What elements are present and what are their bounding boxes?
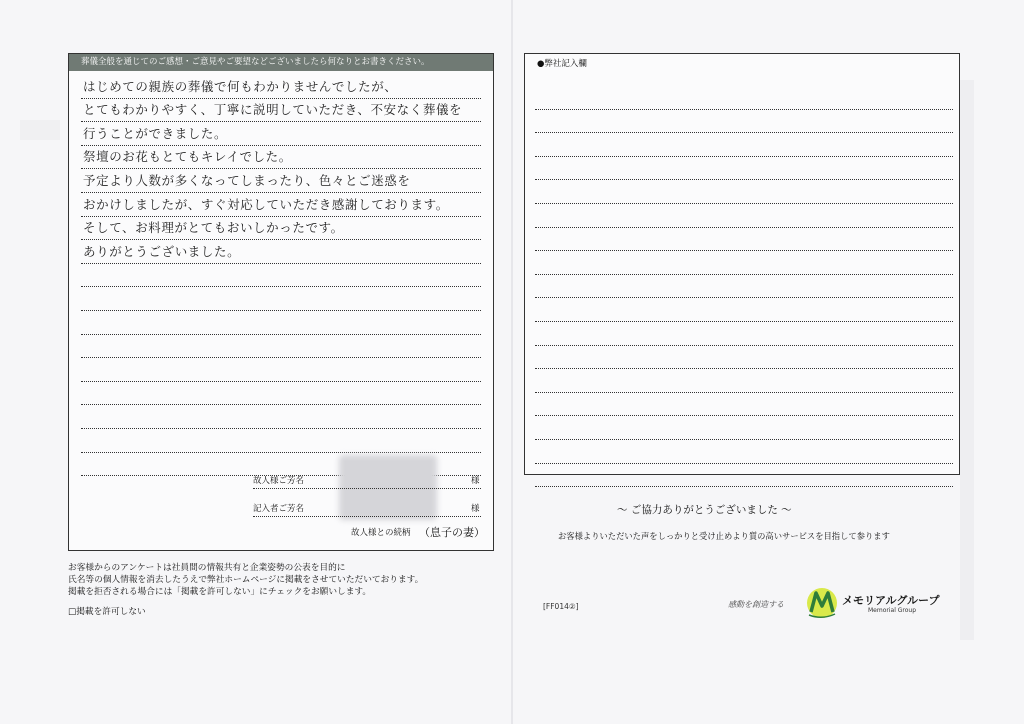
handwritten-text: そして、お料理がとてもおいしかったです。 bbox=[83, 220, 344, 236]
writer-name-label: 記入者ご芳名 bbox=[253, 504, 305, 514]
comment-line bbox=[81, 311, 481, 335]
comment-lines bbox=[81, 75, 481, 476]
relation-value: （息子の妻） bbox=[419, 526, 485, 539]
deceased-sama: 様 bbox=[471, 476, 480, 486]
writer-sama: 様 bbox=[471, 504, 480, 514]
note-line bbox=[535, 204, 953, 228]
notice-line: 氏名等の個人情報を消去したうえで弊社ホームページに掲載をさせていただいております。 bbox=[68, 575, 424, 585]
note-line bbox=[535, 369, 953, 393]
staff-notes-box bbox=[524, 53, 960, 475]
note-line bbox=[535, 133, 953, 157]
no-publish-checkbox[interactable]: □掲載を許可しない bbox=[68, 607, 146, 617]
handwritten-text: はじめての親族の葬儀で何もわかりませんでしたが、 bbox=[83, 78, 398, 94]
comment-line bbox=[81, 335, 481, 359]
note-line bbox=[535, 440, 953, 464]
deceased-name-line bbox=[253, 488, 481, 489]
note-line bbox=[535, 110, 953, 134]
tagline: 感動を創造する bbox=[728, 600, 784, 609]
comment-line bbox=[81, 382, 481, 406]
comment-line bbox=[81, 217, 481, 241]
comment-line bbox=[81, 287, 481, 311]
note-line bbox=[535, 228, 953, 252]
relation-label: 故人様との続柄 bbox=[351, 528, 411, 538]
comment-line bbox=[81, 264, 481, 288]
brand-name: メモリアルグループ bbox=[842, 594, 940, 607]
note-line bbox=[535, 322, 953, 346]
comment-line bbox=[81, 193, 481, 217]
deceased-name-label: 故人様ご芳名 bbox=[253, 476, 305, 486]
comment-line bbox=[81, 405, 481, 429]
form-code: [FF014②] bbox=[543, 602, 579, 611]
handwritten-text: ありがとうございました。 bbox=[83, 243, 241, 259]
note-line bbox=[535, 464, 953, 488]
writer-name-line bbox=[253, 516, 481, 517]
comment-line bbox=[81, 358, 481, 382]
staff-note-lines bbox=[535, 86, 953, 487]
note-line bbox=[535, 251, 953, 275]
note-line bbox=[535, 157, 953, 181]
note-line bbox=[535, 86, 953, 110]
handwritten-text: 予定より人数が多くなってしまったり、色々とご迷惑を bbox=[83, 172, 411, 188]
note-line bbox=[535, 275, 953, 299]
comment-line bbox=[81, 75, 481, 99]
handwritten-text: おかけしましたが、すぐ対応していただき感謝しております。 bbox=[83, 196, 449, 212]
note-line bbox=[535, 393, 953, 417]
fold-line bbox=[511, 0, 513, 724]
thanks-heading: ～ ご協力ありがとうございました ～ bbox=[617, 504, 792, 516]
comment-line bbox=[81, 99, 481, 123]
show-through bbox=[20, 120, 60, 140]
notice-line: 掲載を拒否される場合には「掲載を許可しない」にチェックをお願いします。 bbox=[68, 587, 372, 597]
show-through bbox=[960, 80, 974, 640]
comments-box bbox=[68, 53, 494, 551]
memorial-logo-icon bbox=[804, 584, 840, 620]
comment-line bbox=[81, 429, 481, 453]
comment-line bbox=[81, 122, 481, 146]
note-line bbox=[535, 298, 953, 322]
comments-header: 葬儀全般を通じてのご感想・ご意見やご要望などございましたら何なりとお書きください。 bbox=[69, 54, 493, 71]
note-line bbox=[535, 346, 953, 370]
handwritten-text: とてもわかりやすく、丁寧に説明していただき、不安なく葬儀を bbox=[83, 102, 463, 118]
note-line bbox=[535, 180, 953, 204]
note-line bbox=[535, 416, 953, 440]
brand-subtitle: Memorial Group bbox=[868, 607, 917, 614]
staff-notes-title: ●弊社記入欄 bbox=[537, 59, 587, 69]
comment-line bbox=[81, 146, 481, 170]
comment-line bbox=[81, 169, 481, 193]
publication-notice bbox=[68, 562, 423, 598]
handwritten-text: 祭壇のお花もとてもキレイでした。 bbox=[83, 149, 292, 165]
notice-line: お客様からのアンケートは社員間の情報共有と企業姿勢の公表を目的に bbox=[68, 563, 346, 573]
thanks-subtitle: お客様よりいただいた声をしっかりと受け止めより質の高いサービスを目指して参ります bbox=[558, 531, 890, 541]
comment-line bbox=[81, 240, 481, 264]
handwritten-text: 行うことができました。 bbox=[83, 125, 228, 141]
